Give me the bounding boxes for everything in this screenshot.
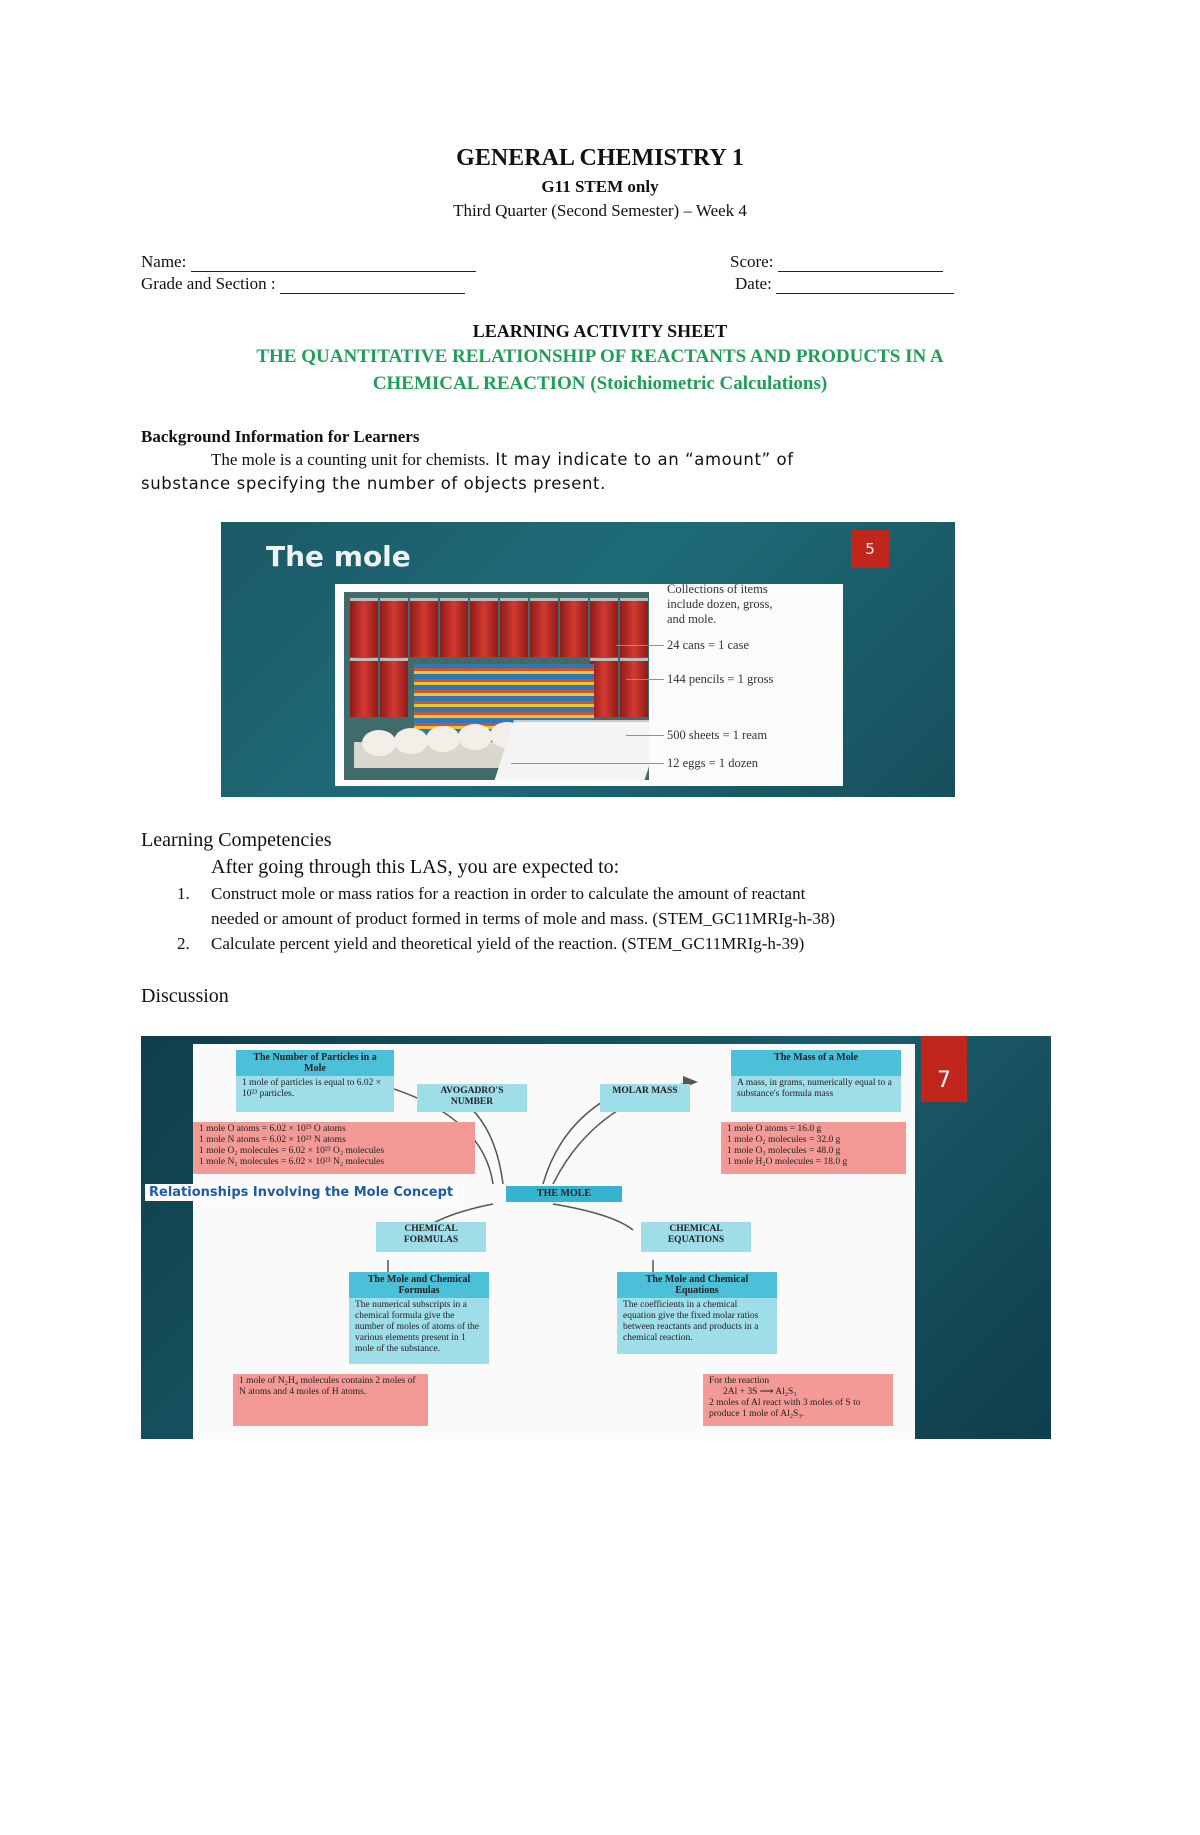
topic-line-2: CHEMICAL REACTION (Stoichiometric Calculations) — [372, 373, 828, 394]
competencies-heading: Learning Competencies — [141, 829, 332, 851]
background-line-2: substance specifying the number of objects present. — [141, 474, 606, 493]
particles-examples — [193, 1122, 475, 1174]
example-line: 1 mole O₂ molecules = 32.0 g — [727, 1135, 841, 1145]
score-line[interactable] — [778, 253, 943, 272]
date-line[interactable] — [776, 275, 954, 294]
leader-line — [626, 735, 664, 736]
equations-text: The coefficients in a chemical equation give the fixed molar ratios between reactants and products in a chemical reaction. — [617, 1298, 777, 1354]
background-heading: Background Information for Learners — [141, 427, 420, 446]
eggs-label: 12 eggs = 1 dozen — [667, 756, 759, 770]
grade-section-field[interactable] — [141, 274, 465, 294]
equations-example — [703, 1374, 893, 1426]
competencies-intro: After going through this LAS, you are expected to: — [211, 856, 620, 878]
formulas-text: The numerical subscripts in a chemical formula give the number of moles of atoms of the various elements present in 1 mole of the substance. — [349, 1298, 489, 1364]
background-line-1 — [211, 450, 794, 470]
pencils-label: 144 pencils = 1 gross — [667, 672, 774, 686]
grade-section-line[interactable] — [280, 275, 465, 294]
name-field[interactable] — [141, 252, 476, 272]
grade-section-label: Grade and Section : — [141, 274, 276, 293]
leader-line — [626, 679, 664, 680]
mass-examples — [721, 1122, 906, 1174]
avogadro-label: AVOGADRO'S NUMBER — [417, 1084, 527, 1112]
quarter-label: Third Quarter (Second Semester) – Week 4 — [453, 201, 747, 220]
name-line[interactable] — [191, 253, 476, 272]
example-line: 2Al + 3S ⟶ Al₂S₃ — [723, 1387, 797, 1397]
date-label: Date: — [735, 274, 772, 293]
item-number-1: 1. — [177, 884, 190, 903]
sheet-label: LEARNING ACTIVITY SHEET — [472, 321, 728, 341]
relationships-caption: Relationships Involving the Mole Concept — [145, 1184, 457, 1201]
example-line: 2 moles of Al react with 3 moles of S to produce 1 mole of Al₂S₃. — [709, 1398, 861, 1419]
document-subtitle: G11 STEM only — [541, 177, 659, 196]
formulas-example: 1 mole of N₂H₄ molecules contains 2 moles of N atoms and 4 moles of H atoms. — [233, 1374, 428, 1426]
equations-title: The Mole and Chemical Equations — [617, 1272, 777, 1298]
the-mole-node: THE MOLE — [506, 1186, 622, 1202]
example-line: 1 mole N₂ molecules = 6.02 × 10²³ N₂ molecules — [199, 1157, 385, 1167]
mass-text: A mass, in grams, numerically equal to a substance's formula mass — [731, 1076, 901, 1112]
example-line: 1 mole O atoms = 6.02 × 10²³ O atoms — [199, 1124, 346, 1134]
chem-formulas-node: CHEMICAL FORMULAS — [376, 1222, 486, 1252]
background-line-1b: It may indicate to an “amount” of — [489, 450, 794, 469]
particles-title: The Number of Particles in a Mole — [236, 1050, 394, 1076]
paper-ream-image — [494, 720, 649, 780]
leader-line — [511, 763, 664, 764]
particles-text: 1 mole of particles is equal to 6.02 × 10²³ particles. — [236, 1076, 394, 1112]
score-label: Score: — [730, 252, 774, 271]
background-line-1a: The mole is a counting unit for chemists. — [211, 450, 490, 469]
example-line: 1 mole N atoms = 6.02 × 10²³ N atoms — [199, 1135, 346, 1145]
example-line: For the reaction — [709, 1376, 770, 1386]
topic-line-1: THE QUANTITATIVE RELATIONSHIP OF REACTANTS AND PRODUCTS IN A — [256, 346, 944, 367]
mass-title: The Mass of a Mole — [731, 1050, 901, 1076]
chem-equations-node: CHEMICAL EQUATIONS — [641, 1222, 751, 1252]
competency-1-line-1: Construct mole or mass ratios for a reaction in order to calculate the amount of reactant — [211, 884, 806, 903]
slide-title: The mole — [266, 540, 411, 573]
slide-number: 7 — [921, 1036, 967, 1102]
counting-items-photo — [344, 592, 649, 780]
intro-line: Collections of items — [667, 582, 768, 596]
discussion-heading: Discussion — [141, 985, 229, 1007]
competency-1-line-2: needed or amount of product formed in terms of mole and mass. (STEM_GC11MRIg-h-38) — [211, 909, 835, 928]
intro-line: include dozen, gross, — [667, 597, 773, 611]
example-line: 1 mole O₃ molecules = 48.0 g — [727, 1146, 841, 1156]
formulas-title: The Mole and Chemical Formulas — [349, 1272, 489, 1298]
item-number-2: 2. — [177, 934, 190, 953]
score-field[interactable] — [730, 252, 943, 272]
example-line: 1 mole O atoms = 16.0 g — [727, 1124, 822, 1134]
name-label: Name: — [141, 252, 187, 271]
slide-number: 5 — [851, 530, 889, 568]
example-line: 1 mole H₂O molecules = 18.0 g — [727, 1157, 848, 1167]
cans-label: 24 cans = 1 case — [667, 638, 750, 652]
mole-slide — [221, 522, 955, 797]
document-title: GENERAL CHEMISTRY 1 — [456, 145, 744, 171]
competency-2: Calculate percent yield and theoretical yield of the reaction. (STEM_GC11MRIg-h-39) — [211, 934, 805, 953]
sheets-label: 500 sheets = 1 ream — [667, 728, 768, 742]
intro-line: and mole. — [667, 612, 717, 626]
molar-mass-label: MOLAR MASS — [600, 1084, 690, 1112]
leader-line — [616, 645, 664, 646]
mole-concept-slide — [141, 1036, 1051, 1439]
date-field[interactable] — [735, 274, 954, 294]
example-line: 1 mole O₂ molecules = 6.02 × 10²³ O₂ molecules — [199, 1146, 385, 1156]
slide-intro — [667, 582, 773, 627]
